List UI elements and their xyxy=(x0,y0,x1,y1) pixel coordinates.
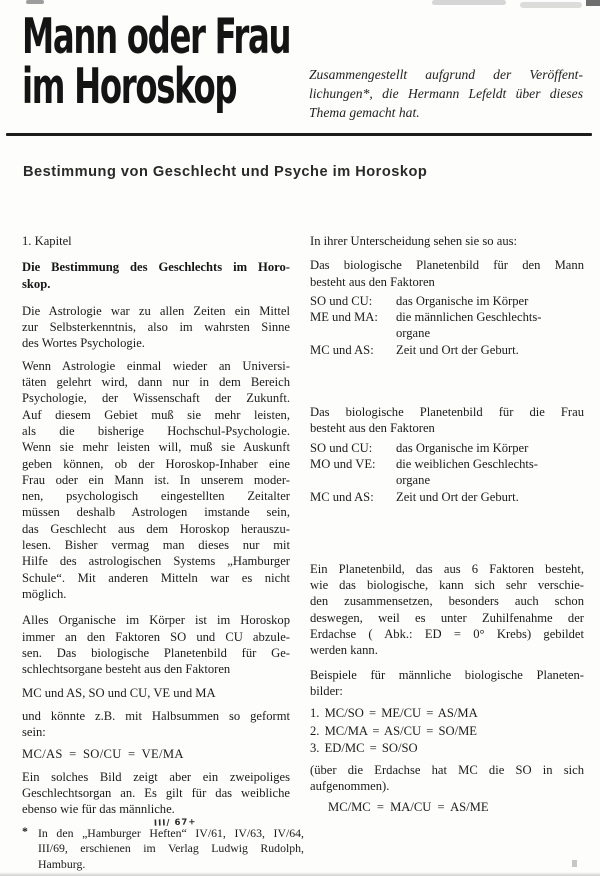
factor-term: MO und VE: xyxy=(310,456,376,471)
scan-artifact-top-left xyxy=(26,0,44,4)
paragraph-university: Wenn Astrologie einmal wieder an Universi- täten gelehrt wird, dann nur in dem Bereich Psychologie, der Wissenschaft der Zukunft. Auf diesem Gebiet muß sie mehr leisten, als die bisherige Hochschul-Psychologie. Wenn sie mehr leisten will, muß sie Auskunft geben können, ob der Horoskop-Inhaber eine Frau oder ein Mann ist. In unserem moder- nen, psychologisch eingestellten Zeitalter müssen deshalb Astrologen imstande sein, das Geschlecht aus dem Horoskop herauszu- lesen. Bisher vermag man dieses nur mit Hilfe des astrologischen Systems „Hamburger Schule“. Mit anderen Mitteln war es nicht möglich. xyxy=(22,358,290,601)
chapter-label: 1. Kapitel xyxy=(22,234,72,248)
factor-term: SO und CU: xyxy=(310,440,373,455)
factor-row xyxy=(310,456,584,489)
woman-block-intro: Das biologische Planetenbild für die Frau besteht aus den Faktoren xyxy=(310,405,584,436)
man-block-intro: Das biologische Planetenbild für den Mann besteht aus den Faktoren xyxy=(310,258,584,289)
factor-term: MC und AS: xyxy=(310,489,374,504)
factor-row xyxy=(310,309,584,342)
footnote-text: In den „Hamburger Heften“ IV/61, IV/63, IV/64, III/69, erschienen im Verlag Ludwig Rudolph, Hamburg. xyxy=(38,826,304,871)
woman-factor-table xyxy=(310,440,584,505)
distinction-intro-line: In ihrer Unterscheidung sehen sie so aus: xyxy=(310,234,518,248)
paragraph-organic: Alles Organische im Körper ist im Horoskop immer an den Faktoren SO und CU abzule- sen. Das biologische Planetenbild für Ge- schlechtsorgane besteht aus den Faktoren xyxy=(22,613,290,677)
factors-list-line: MC und AS, SO und CU, VE und MA xyxy=(22,686,216,701)
factor-term: MC und AS: xyxy=(310,342,374,357)
left-column xyxy=(22,233,290,818)
header-divider-rule xyxy=(6,133,592,136)
factor-row xyxy=(310,440,584,456)
page-subtitle: Zusammengestellt aufgrund der Veröffent- lichungen*, die Hermann Lefeldt über dieses Thema gemacht hat. xyxy=(309,67,583,120)
example-formulas: 1. MC/SO = ME/CU = AS/MA 2. MC/MA = AS/CU = SO/ME 3. ED/MC = SO/SO xyxy=(310,706,478,756)
scan-artifact-bottom-edge xyxy=(0,872,600,876)
factor-definition: Zeit und Ort der Geburt. xyxy=(396,342,519,357)
factor-definition: das Organische im Körper xyxy=(396,440,529,455)
factor-row xyxy=(310,342,584,358)
footnote-asterisk: * xyxy=(22,824,28,838)
factor-term: SO und CU: xyxy=(310,293,373,308)
factor-definition: die männlichen Geschlechts- organe xyxy=(396,310,542,341)
factor-definition: das Organische im Körper xyxy=(396,293,529,308)
final-formula: MC/MC = MA/CU = AS/ME xyxy=(328,800,489,815)
right-column xyxy=(310,233,584,816)
paragraph-halbsummen: und könnte z.B. mit Halbsummen so geformt sein: xyxy=(22,708,290,740)
factor-definition: Zeit und Ort der Geburt. xyxy=(396,489,519,504)
paragraph-heading: Die Bestimmung des Geschlechts im Horo- skop. xyxy=(22,260,290,291)
paragraph-astrology-intro: Die Astrologie war zu allen Zeiten ein Mittel zur Selbsterkenntnis, also im wahrsten Sinne des Wortes Psychologie. xyxy=(22,303,290,351)
paragraph-beispiele: Beispiele für männliche biologische Planeten- bilder: xyxy=(310,667,584,698)
section-heading: Bestimmung von Geschlecht und Psyche im Horoskop xyxy=(23,164,428,180)
page-title: Mann oder Frau im Horoskop xyxy=(22,8,291,115)
footnote xyxy=(22,817,304,872)
paragraph-zweipolig: Ein solches Bild zeigt aber ein zweipoliges Geschlechtsorgan an. Es gilt für das weibliche ebenso wie für das männliche. xyxy=(22,769,290,817)
scan-artifact-top-smudge-2 xyxy=(520,2,582,8)
scan-artifact-bottom-right xyxy=(572,860,577,867)
handwritten-annotation: III/ 67+ xyxy=(153,817,197,829)
factor-row xyxy=(310,489,584,505)
erdachse-note: (über die Erdachse hat MC die SO in sich aufgenommen). xyxy=(310,762,584,794)
scan-artifact-top-smudge xyxy=(432,0,506,5)
scan-artifact-top-right xyxy=(586,0,600,6)
factor-term: ME und MA: xyxy=(310,310,378,325)
factor-definition: die weiblichen Geschlechts- organe xyxy=(396,456,538,488)
paragraph-six-factors: Ein Planetenbild, das aus 6 Faktoren besteht, wie das biologische, kann sich sehr verschie- den zusammensetzen, besonders auch schon deswegen, weil es unter Zuhilfenahme der Erdachse ( Abk.: ED = 0° Krebs) gebildet werden kann. xyxy=(310,561,584,658)
factor-row xyxy=(310,293,584,309)
formula-line: MC/AS = SO/CU = VE/MA xyxy=(22,747,184,762)
man-factor-table xyxy=(310,293,584,358)
